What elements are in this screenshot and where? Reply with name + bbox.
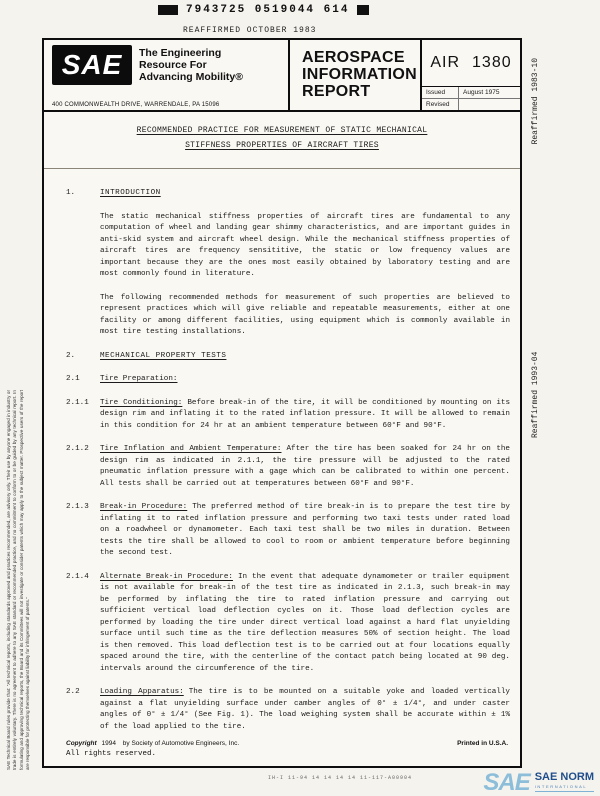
print-code: IH-I 11-94 14 14 14 14 11-117-A00904 <box>268 775 413 781</box>
barcode-block-icon <box>357 5 369 15</box>
document-header <box>44 40 520 112</box>
logo-row <box>52 45 282 99</box>
indent-spacer <box>66 212 100 281</box>
barcode-block-icon <box>158 5 178 15</box>
document-type <box>290 40 422 110</box>
rights-reserved: All rights reserved. <box>66 750 157 758</box>
issued-row <box>422 87 520 99</box>
section-heading-mechanical-property-tests <box>66 351 510 363</box>
section-2-1-4-alternate-break-in <box>66 572 510 676</box>
section-2-2-loading-apparatus <box>66 687 510 733</box>
document-body <box>44 169 520 733</box>
section-number: 2.1 <box>66 375 80 383</box>
doc-code-number: 1380 <box>472 54 512 71</box>
barcode <box>158 4 369 16</box>
revised-value <box>459 99 520 110</box>
copyright-word: Copyright <box>66 740 97 747</box>
section-label: Alternate Break-in Procedure: <box>100 572 233 581</box>
document-frame <box>42 38 522 768</box>
section-number: 2.1.4 <box>66 572 89 581</box>
sae-norm-name: SAE NORM <box>534 771 594 783</box>
section-heading-introduction <box>66 188 510 200</box>
copyright-holder: by Society of Automotive Engineers, Inc. <box>122 740 240 747</box>
reaffirmed-1983-stamp: Reaffirmed 1983-10 <box>531 58 540 145</box>
intro-paragraph-2 <box>66 293 510 339</box>
copyright-row <box>66 740 508 747</box>
revised-label: Revised <box>422 99 459 110</box>
section-label: Loading Apparatus: <box>100 688 184 696</box>
sae-norm-logo-icon: SAE <box>483 769 530 796</box>
title-line-2: STIFFNESS PROPERTIES OF AIRCRAFT TIRES <box>185 141 379 150</box>
section-label: Tire Preparation: <box>100 375 178 383</box>
doc-type-line-1: AEROSPACE <box>302 49 405 66</box>
paragraph-text: The following recommended methods for measurement of such properties are believed to represent practices which will give reliable and repeatable measurements, either at one facility or among different facilities, using equipment which is commonly available in most tire testing installations. <box>100 293 510 336</box>
left-margin-disclaimer: SAE Technical Board rules provide that: "All technical reports, including standards approved and practices recommended, are advisory only. Their use by anyone engaged in industry or trade is entirely voluntary. There is no agreement to adhere to any SAE standard or recommended practice, and no commitment to conform to or be guided by any technical report. In formulating and approving technical reports, the Board and its Committees will not investigate or consider patents which may apply to the subject matter. Prospective users of the report are responsible for protecting themselves against liability for infringement of patents." <box>6 390 31 770</box>
section-number: 2.2 <box>66 688 80 696</box>
section-number: 2. <box>66 351 76 360</box>
document-number-cell <box>422 40 520 110</box>
section-2-1-3-break-in-procedure <box>66 502 510 560</box>
section-heading-text: MECHANICAL PROPERTY TESTS <box>100 351 227 360</box>
doc-type-line-2: INFORMATION <box>302 66 417 83</box>
section-2-1-tire-preparation <box>66 374 510 386</box>
section-label: Tire Conditioning: <box>100 398 183 407</box>
sae-norm-subtitle: INTERNATIONAL <box>534 784 588 789</box>
sae-norm-logo <box>483 769 594 796</box>
header-publisher-cell <box>44 40 290 110</box>
tagline-line-2: Resource For <box>139 59 207 71</box>
doc-type-line-3: REPORT <box>302 83 371 100</box>
document-number <box>422 40 520 86</box>
paragraph-text: Before break-in of the tire, it will be conditioned by mounting on its design rim and inflating it to the rated inflation pressure. It will be allowed to remain in this condition for 24 hr at an ambient temperature between 60°F and 90°F. <box>100 398 510 430</box>
section-number: 1. <box>66 189 76 197</box>
tagline-line-1: The Engineering <box>139 47 222 59</box>
barcode-digits: 7943725 0519044 614 <box>186 4 350 16</box>
issue-block <box>422 86 520 110</box>
section-label: Tire Inflation and Ambient Temperature: <box>100 445 282 453</box>
sae-norm-wordmark <box>535 772 594 792</box>
section-number: 2.1.1 <box>66 398 89 407</box>
issued-value: August 1975 <box>463 89 500 96</box>
doc-code-label: AIR <box>430 54 461 71</box>
publisher-address: 400 COMMONWEALTH DRIVE, WARRENDALE, PA 15096 <box>52 102 220 108</box>
revised-row <box>422 99 520 110</box>
title-line-1: RECOMMENDED PRACTICE FOR MEASUREMENT OF STATIC MECHANICAL <box>136 126 428 135</box>
tagline-line-3: Advancing Mobility® <box>139 71 243 83</box>
right-margin-reaffirmations <box>531 58 545 438</box>
reaffirmed-banner: REAFFIRMED OCTOBER 1983 <box>183 26 317 35</box>
section-number: 2.1.3 <box>66 503 89 511</box>
paragraph-text: After the tire has been soaked for 24 hr on the design rim as indicated in 2.1.1, the tire pressure will be adjusted to the rated pneumatic inflation pressure with a gage which can be calibrated to within one percent. All tests shall be carried out at temperatures between 60°F and 90°F. <box>100 445 510 488</box>
document-title <box>44 112 520 169</box>
section-heading-text: INTRODUCTION <box>100 189 161 197</box>
section-2-1-2-tire-inflation <box>66 444 510 490</box>
printed-in-usa: Printed in U.S.A. <box>457 740 508 747</box>
paragraph-text: The tire is to be mounted on a suitable yoke and loaded vertically against a flat unyielding surface under camber angles of 0° ± 1/4°, and under caster angles of 0° ± 1/4° (See Fig. 1). The load weighing system shall be accurate within ± 1% of the load applied to the tire. <box>100 688 510 731</box>
issued-label: Issued <box>422 87 459 98</box>
paragraph-text: The static mechanical stiffness properties of aircraft tires are fundamental to any computation of wheel and landing gear shimmy characteristics, and are important guides in anti-skid system and aircraft wheel design. While the mechanical stiffness properties of aircraft tires are frequency sensititive, the static or low frequency values are important because they are the ones most easily obtained by laboratory testing and are most commonly found in literature. <box>100 212 510 278</box>
reaffirmed-1993-stamp: Reaffirmed 1993-04 <box>531 351 540 438</box>
paragraph-text: The preferred method of tire break-in is to prepare the test tire by inflating it to rated inflation pressure and performing two taxi tests under rated load on a roadwheel or dynamometer. Each taxi test shall be two miles in duration. Between tests the tire shall be allowed to cool to room or ambient temperature before beginning the second test. <box>100 503 510 557</box>
section-2-1-1-tire-conditioning <box>66 398 510 433</box>
indent-spacer <box>66 293 100 339</box>
intro-paragraph-1 <box>66 212 510 281</box>
paragraph-text: In the event that adequate dynamometer or trailer equipment is not available for break-in of the test tire as indicated in 2.1.3, such break-in may be performed by inflating the tire to rated inflation pressure and carrying out sufficient vertical load deflection cycles on it. Those load deflection cycles are performed by loading the tire under direct vertical load against a hard flat unyielding surface until such time as the tire deflection measures 50% of section height. The load is then removed. This load deflection test is to be carried out at four locations equally spaced around the tire, with the centerline of the contact patch being located at 90 deg. intervals around the circumference of the tire. <box>100 572 510 673</box>
copyright-year: 1994 <box>101 740 116 747</box>
section-label: Break-in Procedure: <box>100 503 188 511</box>
copyright-line <box>66 740 239 747</box>
document-footer <box>66 740 508 758</box>
publisher-tagline <box>139 45 243 83</box>
sae-logo: SAE <box>52 45 132 85</box>
section-number: 2.1.2 <box>66 445 89 453</box>
